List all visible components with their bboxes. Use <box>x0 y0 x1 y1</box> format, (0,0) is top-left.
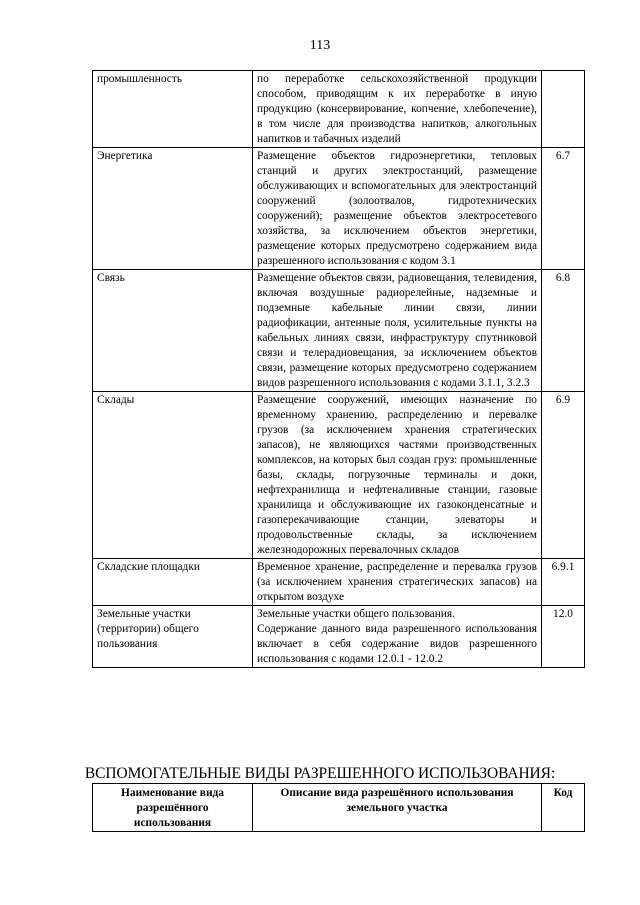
row-code: 6.8 <box>542 270 585 392</box>
row-description: Временное хранение, распределение и перевалка грузов (за исключением хранения стратегических запасов) на открытом воздухе <box>253 559 542 606</box>
header-description: Описание вида разрешённого использования земельного участка <box>253 784 542 832</box>
table-row <box>93 71 585 148</box>
table-row <box>93 148 585 270</box>
row-description <box>253 606 542 668</box>
row-code <box>542 71 585 148</box>
row-code: 6.7 <box>542 148 585 270</box>
row-code: 12.0 <box>542 606 585 668</box>
row-description: по переработке сельскохозяйственной продукции способом, приводящим к их переработке в иную продукцию (консервирование, копчение, хлебопечение), в том числе для производства напитков, алкогольных напитков и табачных изделий <box>253 71 542 148</box>
row-name: Земельные участки (территории) общего пользования <box>93 606 253 668</box>
row-name: Связь <box>93 270 253 392</box>
table-row <box>93 606 585 668</box>
table-header-row <box>93 784 585 832</box>
row-name: Складские площадки <box>93 559 253 606</box>
aux-table <box>92 783 585 832</box>
row-name: промышленность <box>93 71 253 148</box>
aux-section-heading: ВСПОМОГАТЕЛЬНЫЕ ВИДЫ РАЗРЕШЕННОГО ИСПОЛЬЗОВАНИЯ: <box>84 765 556 782</box>
row-description: Размещение объектов связи, радиовещания, телевидения, включая воздушные радиорелейные, надземные и подземные кабельные линии связи, линии радиофикации, антенные поля, усилительные пункты на кабельных линиях связи, инфраструктуру спутниковой связи и телерадиовещания, за исключением объектов связи, размещение которых предусмотрено содержанием видов разрешенного использования с кодами 3.1.1, 3.2.3 <box>253 270 542 392</box>
page-number: 113 <box>309 38 331 53</box>
header-code: Код <box>542 784 585 832</box>
land-use-table <box>92 70 585 668</box>
table-row <box>93 270 585 392</box>
row-code: 6.9.1 <box>542 559 585 606</box>
description-line: Земельные участки общего пользования. <box>257 608 456 620</box>
row-name: Склады <box>93 392 253 559</box>
row-description: Размещение объектов гидроэнергетики, тепловых станций и других электростанций, размещение обслуживающих и вспомогательных для электростанций сооружений (золоотвалов, гидротехнических сооружений); размещение объектов электросетевого хозяйства, за исключением объектов энергетики, размещение которых предусмотрено содержанием вида разрешенного использования с кодом 3.1 <box>253 148 542 270</box>
table-row <box>93 392 585 559</box>
row-description: Размещение сооружений, имеющих назначение по временному хранению, распределению и перевалке грузов (за исключением хранения стратегических запасов), не являющихся частями производственных комплексов, на которых был создан груз: промышленные базы, склады, погрузочные терминалы и доки, нефтехранилища и нефтеналивные станции, газовые хранилища и обслуживающие их газоконденсатные и газоперекачивающие станции, элеваторы и продовольственные склады, за исключением железнодорожных перевалочных складов <box>253 392 542 559</box>
header-name: Наименование вида разрешённого использования <box>93 784 253 832</box>
row-name: Энергетика <box>93 148 253 270</box>
row-code: 6.9 <box>542 392 585 559</box>
description-line: Содержание данного вида разрешенного использования включает в себя содержание видов разрешенного использования с кодами 12.0.1 - 12.0.2 <box>257 623 537 665</box>
table-row <box>93 559 585 606</box>
